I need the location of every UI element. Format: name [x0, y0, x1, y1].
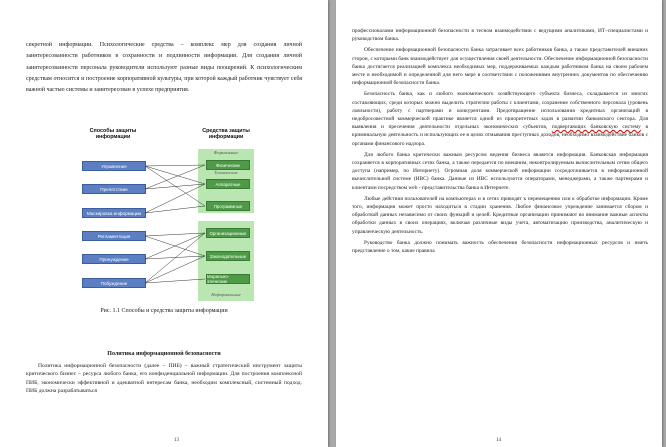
method-regulation: Регламентация	[82, 231, 146, 241]
paragraph-3	[352, 90, 648, 147]
document-page-13	[0, 0, 328, 447]
document-page-14	[336, 0, 662, 447]
method-obstacle: Препятствие	[82, 184, 146, 194]
paragraph-3-before: Безопасность банка, как и любого экономического хозяйствующего субъекта бизнеса, складывается из многих составляющих, среди которых можно выделить стратегию работы с клиентами, сохранение собственного персонала (уровень лояльности), работу с партнерами и конкурентами. Предотвращение использования кредитных организаций в недобросовестной коммерческой практике является одной из приоритетных задач в развитии банковского сектора. Для выявления и пресечения деятельности отдельных экономических субъектов,	[352, 91, 648, 131]
means-software: Программные	[206, 201, 250, 211]
right-page-text	[352, 27, 648, 258]
diagram-connectors	[82, 128, 254, 300]
method-coercion: Принуждение	[82, 254, 146, 264]
means-hardware: Аппаратные	[206, 179, 250, 189]
page-number-right: 14	[496, 438, 501, 443]
section-title: Политика информационной безопасности	[107, 351, 221, 357]
means-organizational: Организационные	[206, 228, 250, 238]
paragraph-3-after: в криминальную деятельность и использующих ее в целях отмывания преступных доходов, необходимо взаимодействие банков с органами финансового надзора.	[352, 124, 648, 147]
method-management: Управление	[82, 161, 146, 171]
paragraph-4: Для любого банка критически важным ресурсом ведения бизнеса является информация. Банковская информация сохраняется в корпоративных сетях банка, а также передается по внешним, неконтролируемым вычислительным сетям общего доступа (например, по Интернету). Огромная доля коммерческой информации сосредотачивается в информационной вычислительной системе (ИВС) банка. Данные из ИВС используются операторами, менеджерами, а также партнерами и клиентами посредством web - представительства банка в Интернете.	[352, 151, 648, 191]
paragraph-1: профессионалами информационной безопасности в тесном взаимодействии с ведущими аналитиками, ИТ–специалистами и руководством банка.	[352, 28, 648, 43]
method-motivation: Побуждение	[82, 278, 146, 288]
paragraph-2: Обеспечение информационной безопасности банка затрагивает всех работников банка, а также представителей внешних сторон, с которыми банк взаимодействует для осуществления своей деятельности. Обеспечение информационной безопасности банка достигается реализацией комплекса необходимых мер, поддерживаемых каждым работником банка на своем рабочем месте в необходимой и определенной для него мере в соответствии с положениями внутренних документов по обеспечению информационной безопасности банка.	[352, 47, 648, 87]
category-formal: Формальные	[213, 150, 239, 155]
paragraph-psychological-means: секретной информации. Психологические средства – комплекс мер для создания личной заинтересованности работников в сохранности и подлинности информации. Для создания личной заинтересованности персонала руководители используют разные виды поощрений. К психологическим средствам относится и построение корпоративной культуры, при которой каждый работник чувствует себя важной частью системы и заинтересован в успехе предприятия.	[26, 42, 302, 94]
paragraph-6: Руководство банка должно понимать важность обеспечения безопасности информационных ресурсов и иметь представление о том, какие правила	[352, 239, 648, 255]
method-masking: Маскировка информации	[82, 208, 146, 218]
means-moral-ethical: Морально-этические	[206, 274, 250, 284]
methods-header: Способы защиты информации	[89, 128, 137, 140]
paragraph-3-highlight: подвергающих банковскую систему	[551, 124, 641, 131]
figure-caption: Рис. 1.1 Способы и средства защиты информации	[100, 308, 228, 314]
protection-diagram	[82, 128, 254, 300]
means-physical: Физические	[206, 160, 250, 170]
paragraph-policy: Политика информационной безопасности (далее – ПИБ) – важный стратегический инструмент защиты критического бизнес – ресурса любого банка, его конфиденциальной информации. Для построения комплексной ПИБ, экономически эффективной и адекватной интересам банка, необходим комплексный, системный подход. ПИБ должна разрабатываться	[26, 363, 302, 394]
means-legislative: Законодательные	[206, 251, 250, 261]
paragraph-5: Любые действия пользователей на компьютерах и в сетях приводят к перемещению или к обработке информации. Кроме того, информация может просто находиться в стадии хранения. Любое финансовое учреждение занимается сбором и обработкой данных независимо от своих функций и целей. Кредитные организации принимают во внимание важные аспекты обработки данных в своих операциях, включая различные виды учета, автоматизацию производства, аналитическую и управленческую деятельность.	[352, 195, 648, 235]
category-informal: Неформальные	[211, 292, 241, 297]
category-technical: Технические	[214, 170, 238, 175]
means-header: Средства защиты информации	[202, 128, 250, 140]
page-number-left: 13	[174, 438, 179, 443]
